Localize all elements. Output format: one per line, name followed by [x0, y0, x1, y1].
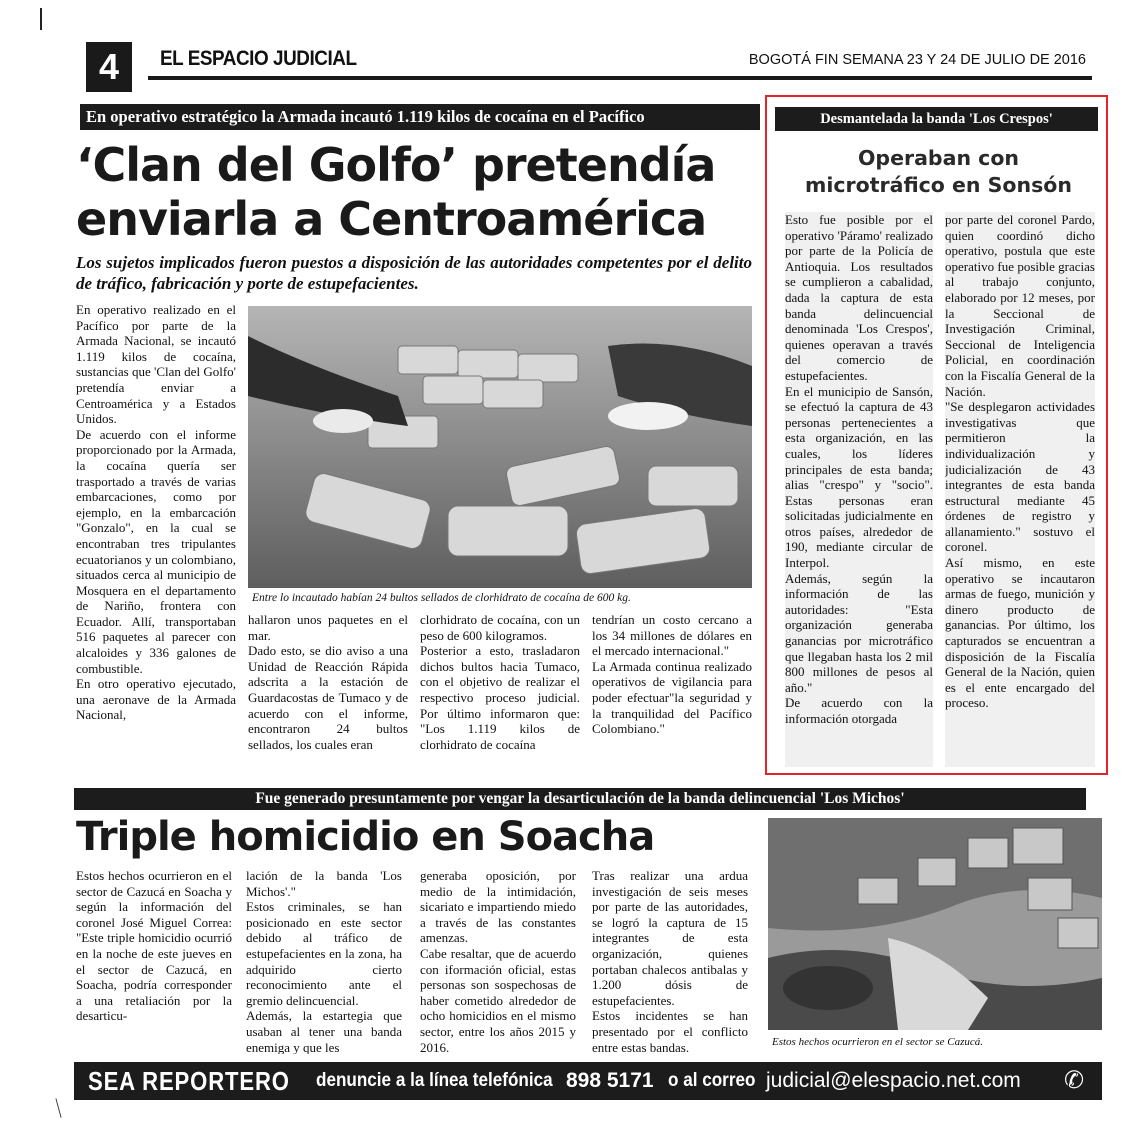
- story2-photo: [768, 818, 1102, 1030]
- paragraph: generaba oposición, por medio de la intimidación, sicariato e impartiendo miedo a través de las constantes amenzas.: [420, 868, 576, 946]
- footer-text2: o al correo: [668, 1070, 756, 1091]
- paragraph: Cabe resaltar, que de acuerdo con iformación oficial, estas personas son sospechosas de haber cometido alrededor de ocho homicidios en el mismo sector, entre los años 2015 y 2016.: [420, 945, 576, 1054]
- story1-headline-line2: enviarla a Centroamérica: [76, 192, 707, 246]
- paragraph: En otro operativo ejecutado, una aeronave de la Armada Nacional,: [76, 676, 236, 723]
- story2-column-4: [592, 868, 748, 1054]
- story1-photo-caption: Entre lo incautado habían 24 bultos sellados de clorhidrato de cocaína de 600 kg.: [252, 592, 631, 604]
- page-number: 4: [86, 42, 132, 92]
- paragraph: Tras realizar una ardua investigación de seis meses por parte de las autoridades, se logró la captura de 15 integrantes de esta organización, quienes portaban chalecos antibalas y 1.200 dósis de estupefacientes.: [592, 868, 748, 1008]
- paragraph: De acuerdo con el informe proporcionado por la Armada, la cocaína quería ser trasportado a través de varias embarcaciones, como por ejemplo, en la embarcación "Gonzalo", en la cual se encontraban tres tripulantes ecuatorianos y un colombiano, situados cerca al municipio de Mosquera en el departamento de Nariño, frontera con Ecuador. Allí, transportaban 516 paquetes al parecer con alcaloides y 336 galones de combustible.: [76, 426, 236, 676]
- paragraph: De acuerdo con la información otorgada: [785, 695, 933, 726]
- sidebar-title-line2: microtráfico en Sonsón: [804, 173, 1072, 197]
- sidebar-title-line1: Operaban con: [857, 146, 1020, 170]
- paragraph: Estos incidentes se han presentado por el conflicto entre estas bandas.: [592, 1008, 748, 1054]
- paragraph: Además, la estartegia que usaban al tener una banda enemiga y que les: [246, 1008, 402, 1054]
- paragraph: Estos hechos ocurrieron en el sector de Cazucá en Soacha y según la información del coronel José Miguel Correa: "Este triple homicidio ocurrió en la noche de este jueves en el sector de Cazucá, en Soacha, podría corresponder a una retaliación por la desarticu-: [76, 868, 232, 1024]
- paragraph: tendrían un costo cercano a los 34 millones de dólares en el mercado internacional.": [592, 612, 752, 659]
- footer-brand: SEA REPORTERO: [88, 1066, 290, 1096]
- story2-photo-caption: Estos hechos ocurrieron en el sector se Cazucá.: [772, 1036, 984, 1048]
- paragraph: Además, según la información de las autoridades: "Esta organización generaba ganancias por microtráfico que llegaban hasta los 2 mil 800 millones de pesos al año.": [785, 570, 933, 695]
- scan-artifact: [40, 8, 42, 30]
- paragraph: Estos criminales, se han posicionado en este sector debido al tráfico de estupefacientes en la zona, ha adquirido cierto reconocimiento ante el gremio delincuencial.: [246, 899, 402, 1008]
- story2-kicker: [74, 788, 1086, 810]
- paragraph: Posterior a esto, trasladaron dichos bultos hacia Tumaco, con el objetivo de realizar el respectivo proceso judicial. Por último informaron que: "Los 1.119 kilos de clorhidrato de cocaína: [420, 643, 580, 752]
- phone-icon: ✆: [1064, 1067, 1085, 1094]
- seized-packages-photo: [248, 306, 752, 588]
- story1-kicker-text: En operativo estratégico la Armada incautó 1.119 kilos de cocaína en el Pacífico: [86, 107, 645, 126]
- paragraph: por parte del coronel Pardo, quien coordinó dicho operativo, postula que este operativo fue posible gracias al trabajo conjunto, elaborado por 12 meses, por la Seccional de Investigación Criminal, Seccional de Inteligencia Policial, en coordinación con la Fiscalía General de la Nación.: [945, 212, 1095, 399]
- story1-photo: [248, 306, 752, 588]
- cazuca-hillside-photo: [768, 818, 1102, 1030]
- story2-kicker-text: Fue generado presuntamente por vengar la desarticulación de la banda delincuencial 'Los Michos': [255, 790, 905, 807]
- paragraph: En el municipio de Sansón, se efectuó la captura de 43 personas pertenecientes a esta organización, en las cuales, los líderes principales de esta banda; alias "crespo" y "socio". Estas personas eran solicitadas judicialmente en otros países, alrededor de 190, mediante circular de Interpol.: [785, 383, 933, 571]
- story1-column-2: [248, 612, 408, 762]
- story1-column-3: [420, 612, 580, 762]
- edition-date: BOGOTÁ FIN SEMANA 23 Y 24 DE JULIO DE 2016: [748, 52, 1086, 68]
- story1-kicker: [80, 104, 760, 130]
- story2-headline: Triple homicidio en Soacha: [76, 814, 655, 860]
- paragraph: Dado esto, se dio aviso a una Unidad de Reacción Rápida adscrita a la estación de Guardacostas de Tumaco y de acuerdo con el informe, encontraron 24 bultos sellados, los cuales eran: [248, 643, 408, 752]
- scan-artifact: [55, 1098, 61, 1118]
- paragraph: lación de la banda 'Los Michos'.": [246, 868, 402, 899]
- header-rule: [148, 76, 1092, 80]
- paragraph: Esto fue posible por el operativo 'Páramo' realizado por parte de la Policía de Antioquia. Los resultados se cumplieron a cabalidad, dada la captura de esta banda delincuencial denominada 'Los Crespos', quienes operavan a través del comercio de estupefacientes.: [785, 212, 933, 383]
- section-name: EL ESPACIO JUDICIAL: [160, 47, 357, 70]
- paragraph: La Armada continua realizado operativos de vigilancia para poder efectuar"la seguridad y la tranquilidad del Pacífico Colombiano.": [592, 658, 752, 737]
- story2-column-1: [76, 868, 232, 1054]
- paragraph: Así mismo, en este operativo se incautaron armas de fuego, munición y dinero producto de ganancias. Por último, los capturados se encuentran a disposición de la Fiscalía General de la Nación, quien es el ente encargado del proceso.: [945, 555, 1095, 711]
- paragraph: "Se desplegaron actividades investigativas que permitieron la individualización y judicialización de 43 integrantes de esta banda estructural mediante 45 órdenes de registro y allanamiento." sostuvo el coronel.: [945, 399, 1095, 555]
- sidebar-box: [765, 95, 1108, 775]
- footer-email[interactable]: judicial@elespacio.net.com: [766, 1069, 1021, 1092]
- sidebar-kicker: [775, 107, 1098, 131]
- story1-column-4: [592, 612, 752, 762]
- sidebar-column-1: [785, 212, 933, 767]
- paragraph: clorhidrato de cocaína, con un peso de 600 kilogramos.: [420, 612, 580, 643]
- footer-banner: [74, 1062, 1102, 1100]
- story2-column-2: [246, 868, 402, 1054]
- paragraph: hallaron unos paquetes en el mar.: [248, 612, 408, 643]
- sidebar-kicker-text: Desmantelada la banda 'Los Crespos': [820, 111, 1053, 127]
- paragraph: En operativo realizado en el Pacífico por parte de la Armada Nacional, se incautó 1.119 kilos de cocaína, sustancias que 'Clan del Golfo' pretendía enviar a Centroamérica y a Estados Unidos.: [76, 302, 236, 427]
- footer-phone[interactable]: 898 5171: [566, 1069, 654, 1092]
- footer-text: denuncie a la línea telefónica: [316, 1070, 553, 1091]
- story2-column-3: [420, 868, 576, 1054]
- story1-subhead: Los sujetos implicados fueron puestos a disposición de las autoridades competentes por el delito de tráfico, fabricación y porte de estupefacientes.: [76, 253, 752, 293]
- story1-headline: [76, 138, 715, 246]
- story1-headline-line1: ‘Clan del Golfo’ pretendía: [76, 138, 716, 192]
- sidebar-title: [767, 145, 1110, 199]
- story1-column-1: [76, 302, 236, 762]
- sidebar-column-2: [945, 212, 1095, 767]
